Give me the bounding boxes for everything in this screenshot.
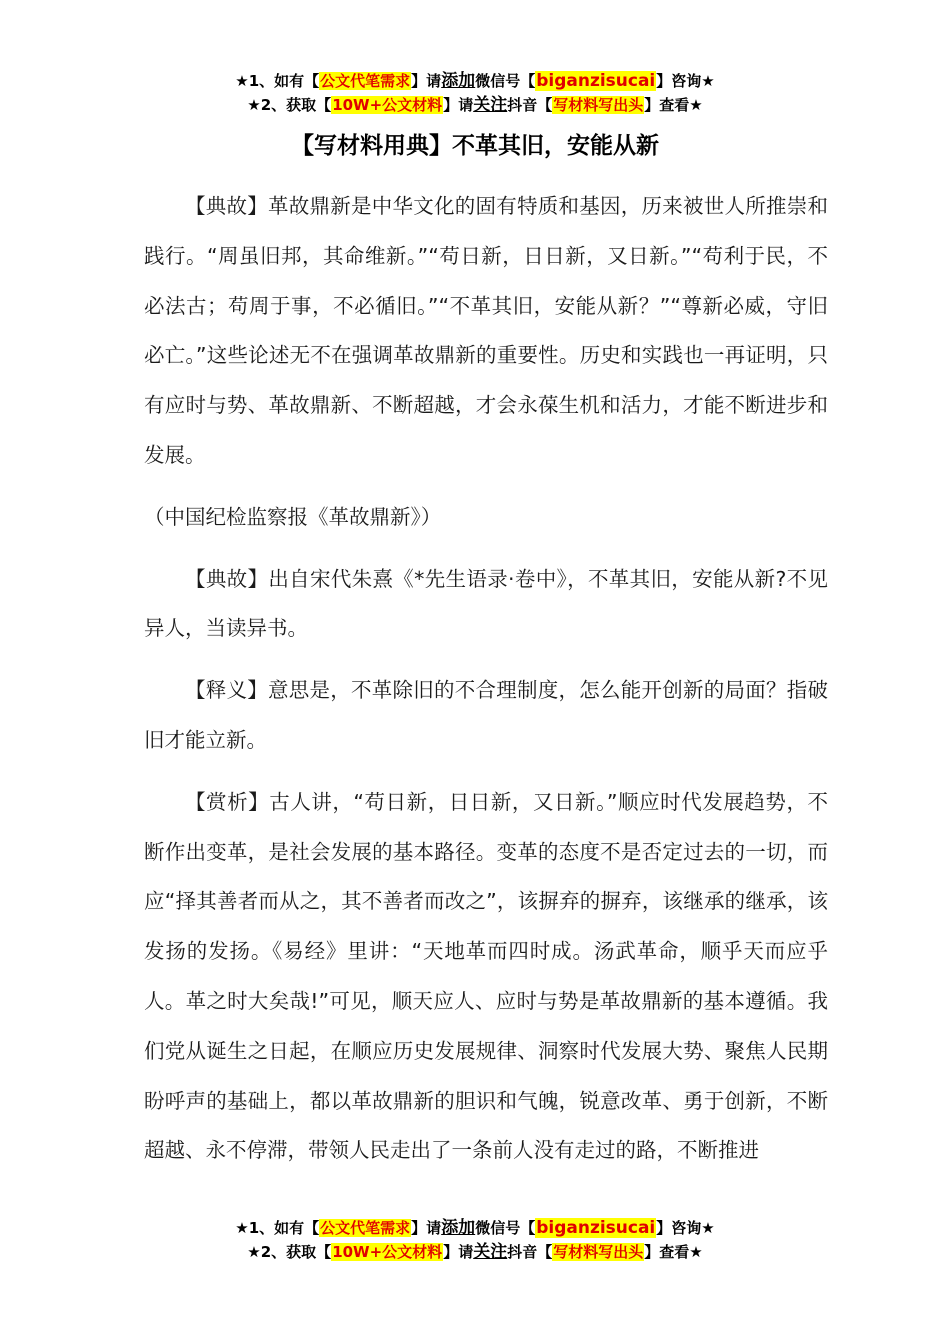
banner-line-2: [0, 93, 950, 117]
paragraph-appreciation: 【赏析】古人讲，“苟日新，日日新，又日新。”顺应时代发展趋势，不断作出变革，是社会发展的基本路径。变革的态度不是否定过去的一切，而应“择其善者而从之，其不善者而改之”，该摒弃的摒弃，该继承的继承，该发扬的发扬。《易经》里讲：“天地革而四时成。汤武革命，顺乎天而应乎人。革之时大矣哉!”可见，顺天应人、应时与势是革故鼎新的基本遵循。我们党从诞生之日起，在顺应历史发展规律、洞察时代发展大势、聚焦人民期盼呼声的基础上，都以革故鼎新的胆识和气魄，锐意改革、勇于创新，不断超越、永不停滞，带领人民走出了一条前人没有走过的路，不断推进: [144, 789, 828, 1163]
banner-text: ★1、如有【: [235, 1219, 320, 1237]
document-title: 【写材料用典】不革其旧，安能从新: [291, 133, 659, 159]
header-banner: [0, 69, 950, 117]
banner-emphasis: 关注: [473, 95, 508, 115]
banner-douyin-name: 写材料写出头: [553, 1243, 644, 1261]
paragraph-meaning: 【释义】意思是，不革除旧的不合理制度，怎么能开创新的局面？指破旧才能立新。: [144, 678, 828, 752]
banner-highlight: 10W+公文材料: [332, 96, 443, 114]
banner-text: ★1、如有【: [235, 72, 320, 90]
document-body: [144, 182, 828, 1188]
banner-wechat-id: biganzisucai: [536, 1218, 656, 1238]
banner-emphasis: 添加: [441, 71, 476, 91]
banner-text: 】请: [411, 72, 442, 90]
banner-highlight: 公文代笔需求: [320, 72, 411, 90]
banner-text: 】咨询★: [656, 72, 715, 90]
banner-text: 微信号【: [475, 72, 536, 90]
banner-text: 】咨询★: [656, 1219, 715, 1237]
footer-banner: [0, 1216, 950, 1264]
banner-text: ★2、获取【: [247, 1243, 332, 1261]
banner-text: 抖音【: [507, 1243, 553, 1261]
banner-highlight: 公文代笔需求: [320, 1219, 411, 1237]
banner-line-2: [0, 1240, 950, 1264]
banner-text: ★2、获取【: [247, 96, 332, 114]
banner-text: 】请: [443, 1243, 474, 1261]
banner-wechat-id: biganzisucai: [536, 71, 656, 91]
banner-emphasis: 关注: [473, 1242, 508, 1262]
paragraph-allusion-1: 【典故】革故鼎新是中华文化的固有特质和基因，历来被世人所推崇和践行。“周虽旧邦，其命维新。”“苟日新，日日新，又日新。”“苟利于民，不必法古；苟周于事，不必循旧。”“不革其旧，安能从新？”“尊新必威，守旧必亡。”这些论述无不在强调革故鼎新的重要性。历史和实践也一再证明，只有应时与势、革故鼎新、不断超越，才会永葆生机和活力，才能不断进步和发展。: [144, 194, 828, 467]
paragraph-allusion-2: 【典故】出自宋代朱熹《*先生语录·卷中》，不革其旧，安能从新?不见异人，当读异书。: [144, 566, 828, 641]
banner-text: 】请: [411, 1219, 442, 1237]
banner-text: 抖音【: [507, 96, 553, 114]
banner-text: 微信号【: [475, 1219, 536, 1237]
banner-emphasis: 添加: [441, 1218, 476, 1238]
banner-douyin-name: 写材料写出头: [553, 96, 644, 114]
banner-text: 】请: [443, 96, 474, 114]
banner-text: 】查看★: [644, 1243, 703, 1261]
banner-line-1: [0, 1216, 950, 1240]
banner-highlight: 10W+公文材料: [332, 1243, 443, 1261]
source-note: （中国纪检监察报《革故鼎新》）: [144, 504, 442, 529]
banner-line-1: [0, 69, 950, 93]
banner-text: 】查看★: [644, 96, 703, 114]
